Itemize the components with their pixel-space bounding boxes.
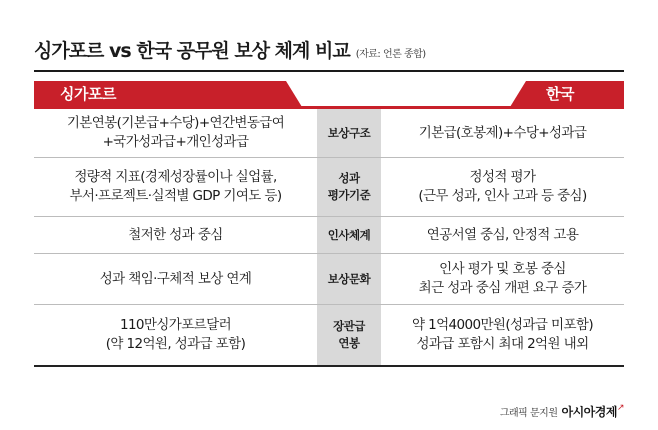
korea-cell: 연공서열 중심, 안정적 고용 — [426, 226, 579, 243]
table-row-evaluation-criteria — [34, 158, 624, 217]
singapore-cell: 철저한 성과 중심 — [128, 226, 223, 243]
singapore-banner — [34, 81, 302, 107]
chart-header — [34, 36, 624, 63]
category-cell: 보상문화 — [317, 254, 381, 304]
singapore-banner-label: 싱가포르 — [60, 85, 116, 103]
graphic-credit — [500, 403, 624, 420]
singapore-cell: 110만싱가포르달러 (약 12억원, 성과급 포함) — [105, 317, 246, 352]
source-note: (자료: 언론 종합) — [355, 49, 426, 60]
singapore-cell: 기본연봉(기본급+수당)+연간변동급여 +국가성과급+개인성과급 — [66, 115, 285, 150]
singapore-cell: 성과 책임·구체적 보상 연계 — [99, 270, 252, 287]
korea-cell: 정성적 평가 (근무 성과, 인사 고과 등 중심) — [418, 169, 587, 204]
comparison-table — [34, 109, 624, 367]
table-row-minister-salary — [34, 305, 624, 367]
singapore-cell: 정량적 지표(경제성장률이나 실업률, 부서·프로젝트·실적별 GDP 기여도 등) — [69, 169, 282, 204]
logo-mark-icon: ↗ — [616, 403, 624, 413]
publisher-logo: 아시아경제 — [561, 405, 617, 419]
korea-banner-label: 한국 — [546, 85, 574, 103]
korea-cell: 인사 평가 및 호봉 중심 최근 성과 중심 개편 요구 증가 — [418, 261, 587, 296]
category-cell: 인사체계 — [317, 217, 381, 253]
table-row-compensation-structure — [34, 109, 624, 158]
korea-cell: 기본급(호봉제)+수당+성과급 — [418, 124, 587, 141]
title-divider — [34, 70, 624, 72]
table-row-compensation-culture — [34, 254, 624, 305]
korea-cell: 약 1억4000만원(성과급 미포함) 성과급 포함시 최대 2억원 내외 — [411, 317, 594, 352]
table-row-personnel-system — [34, 217, 624, 254]
korea-banner — [510, 81, 624, 107]
credit-text: 그래픽 문지원 — [499, 408, 558, 419]
category-cell: 보상구조 — [317, 109, 381, 157]
page-title: 싱가포르 vs 한국 공무원 보상 체계 비교 — [34, 40, 350, 62]
category-cell: 성과 평가기준 — [317, 158, 381, 216]
category-cell: 장관급 연봉 — [317, 305, 381, 365]
